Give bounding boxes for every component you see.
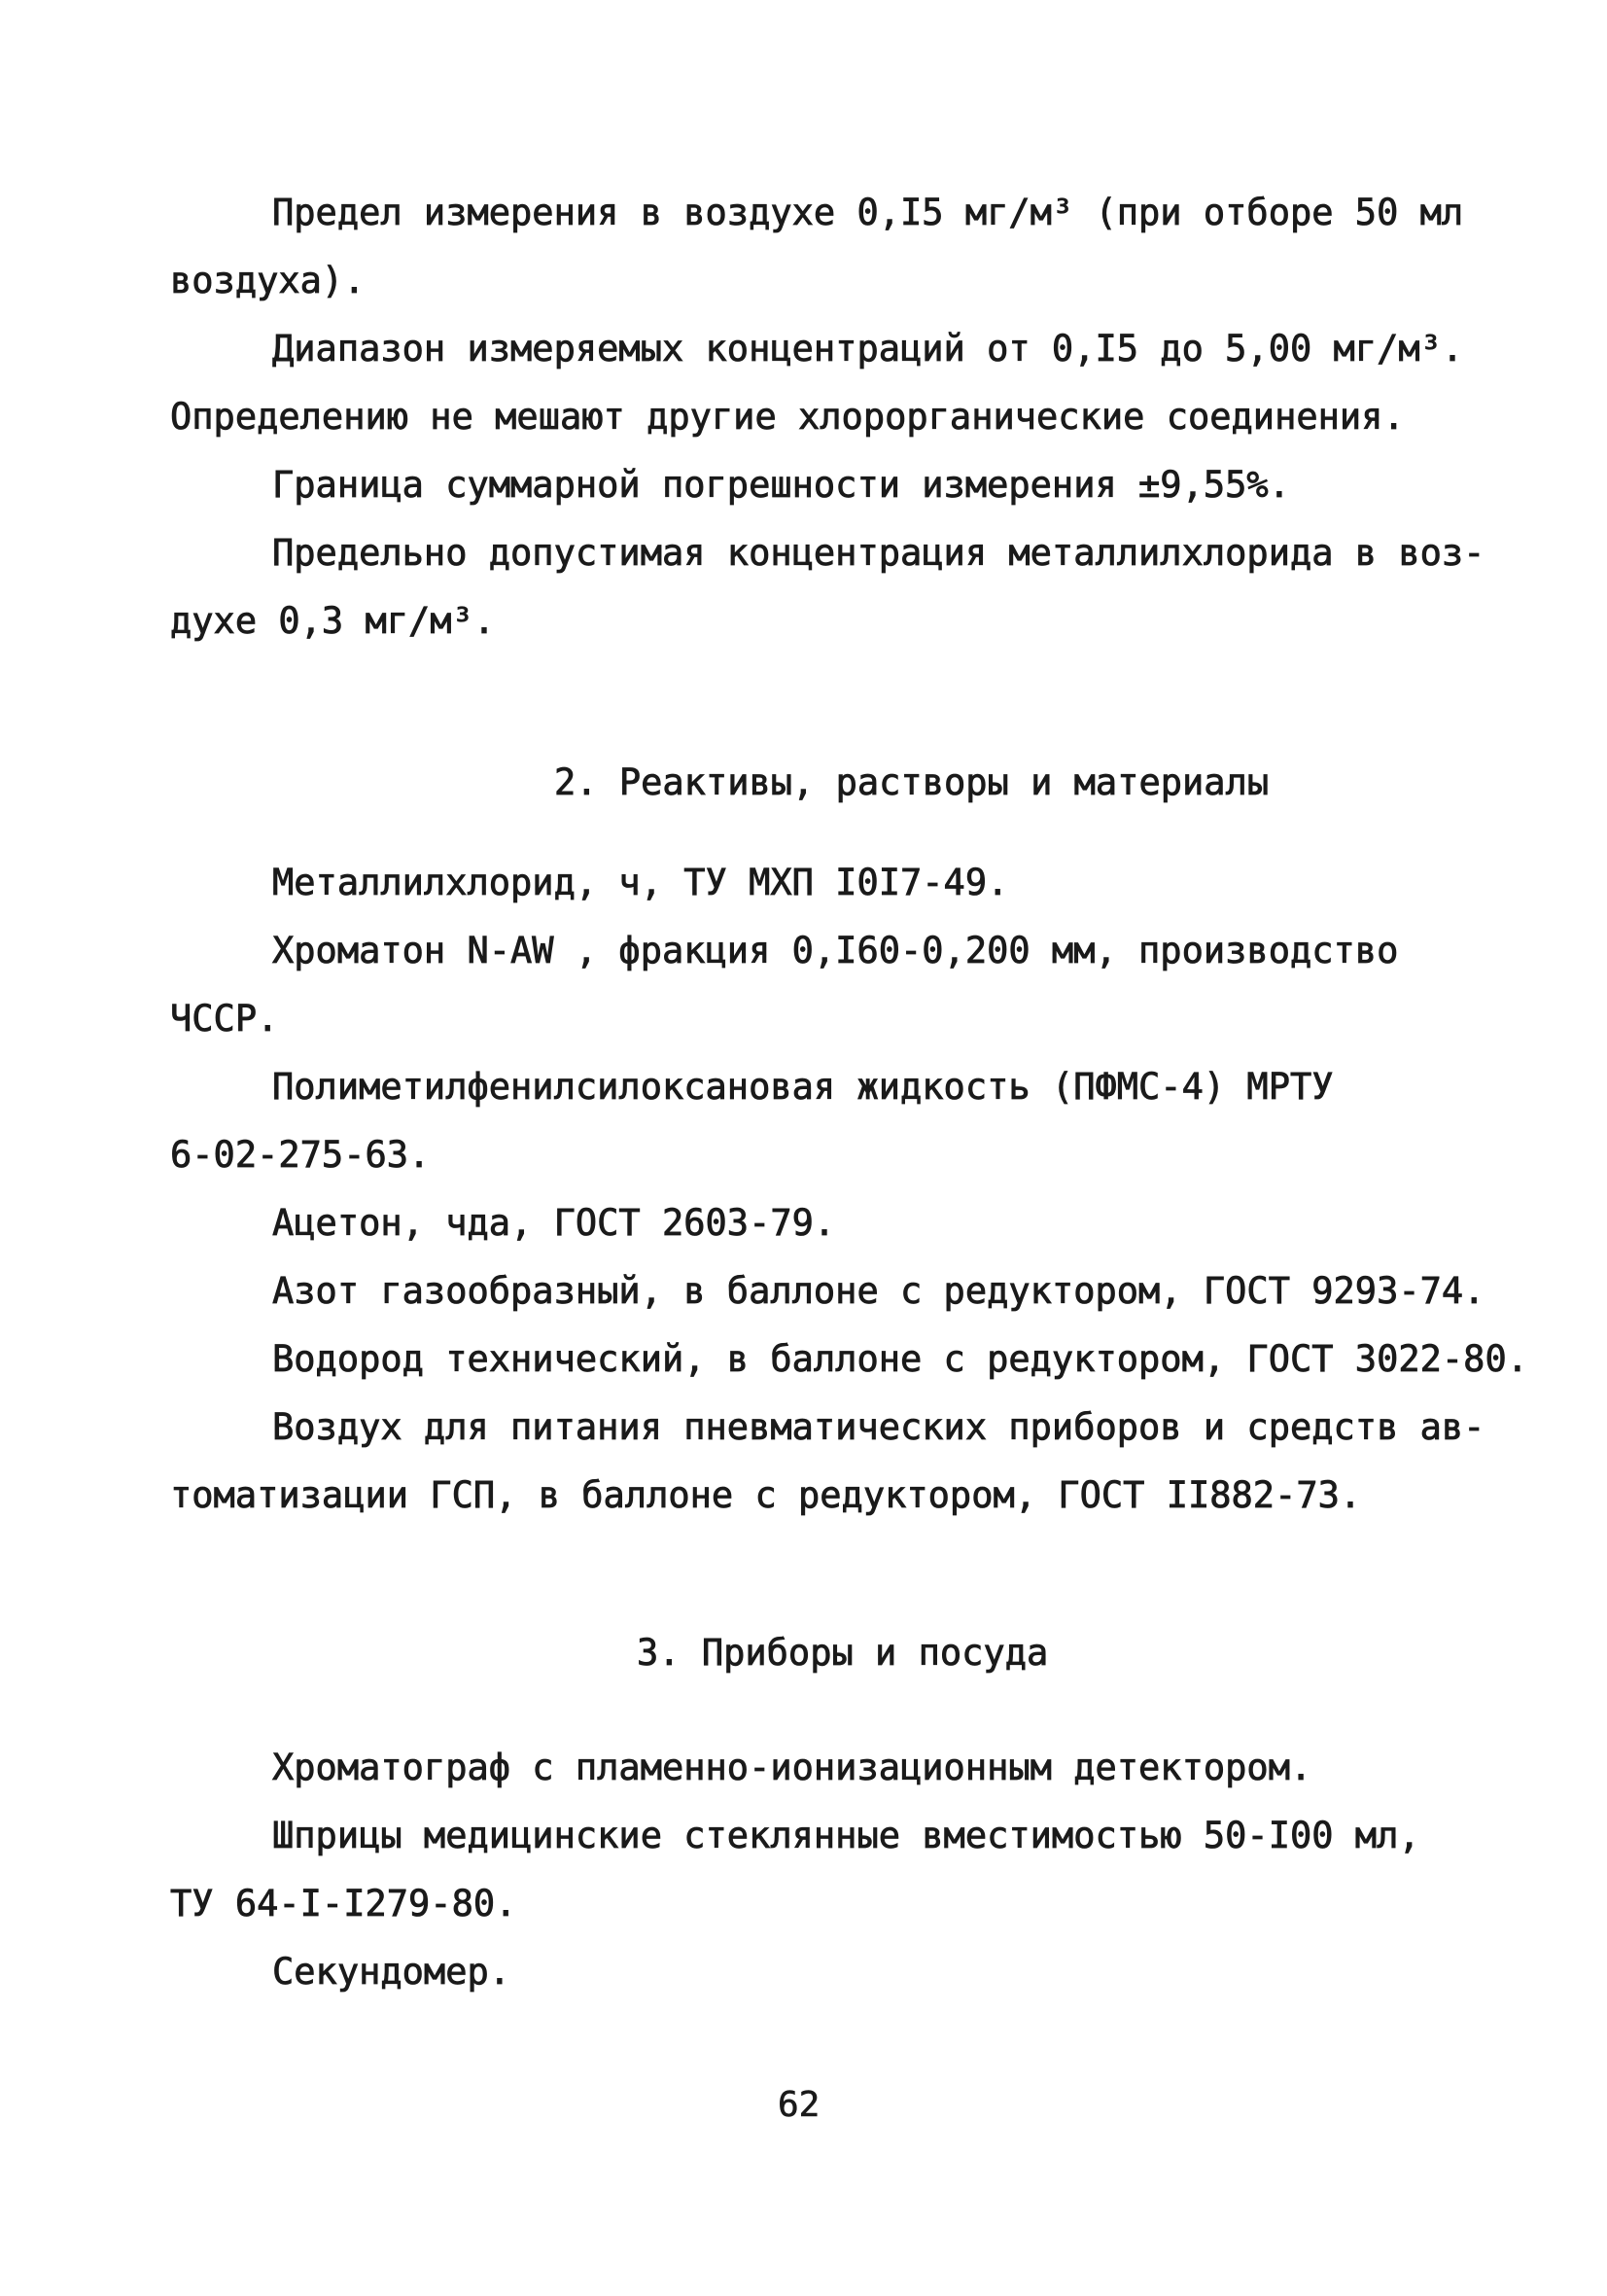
reagent-item: ЧССР. xyxy=(170,998,279,1040)
equipment-item: Хроматограф с пламенно-ионизационным детектором. xyxy=(272,1747,1312,1788)
reagent-item: Азот газообразный, в баллоне с редуктором, ГОСТ 9293-74. xyxy=(272,1270,1485,1312)
reagent-item: Металлилхлорид, ч, ТУ МХП I0I7-49. xyxy=(272,862,1009,903)
reagent-item: Хроматон N-AW , фракция 0,I60-0,200 мм, производство xyxy=(272,930,1399,971)
section-2-heading: 2. Реактивы, растворы и материалы xyxy=(554,761,1270,803)
error-bound-line: Граница суммарной погрешности измерения ±9,55%. xyxy=(272,464,1290,506)
concentration-range-line-2: Определению не мешают другие хлорорганические соединения. xyxy=(170,396,1405,438)
reagent-item: 6-02-275-63. xyxy=(170,1134,431,1176)
concentration-range-line-1: Диапазон измеряемых концентраций от 0,I5 до 5,00 мг/м³. xyxy=(272,328,1464,370)
mac-line-2: духе 0,3 мг/м³. xyxy=(170,600,496,642)
equipment-item: Шприцы медицинские стеклянные вместимостью 50-I00 мл, xyxy=(272,1815,1420,1856)
equipment-item: Секундомер. xyxy=(272,1951,511,1993)
reagent-item: Водород технический, в баллоне с редуктором, ГОСТ 3022-80. xyxy=(272,1338,1529,1380)
reagent-item: Полиметилфенилсилоксановая жидкость (ПФМС-4) МРТУ xyxy=(272,1066,1334,1108)
mac-line-1: Предельно допустимая концентрация металлилхлорида в воз- xyxy=(272,532,1485,574)
reagent-item: Ацетон, чда, ГОСТ 2603-79. xyxy=(272,1202,836,1244)
section-3-heading: 3. Приборы и посуда xyxy=(637,1632,1049,1674)
measurement-limit-line-2: воздуха). xyxy=(170,260,366,301)
measurement-limit-line-1: Предел измерения в воздухе 0,I5 мг/м³ (при отборе 50 мл xyxy=(272,192,1464,233)
reagent-item: Воздух для питания пневматических приборов и средств ав- xyxy=(272,1406,1485,1448)
reagent-item: томатизации ГСП, в баллоне с редуктором, ГОСТ II882-73. xyxy=(170,1474,1362,1516)
page-number: 62 xyxy=(778,2085,821,2125)
equipment-item: ТУ 64-I-I279-80. xyxy=(170,1883,517,1925)
